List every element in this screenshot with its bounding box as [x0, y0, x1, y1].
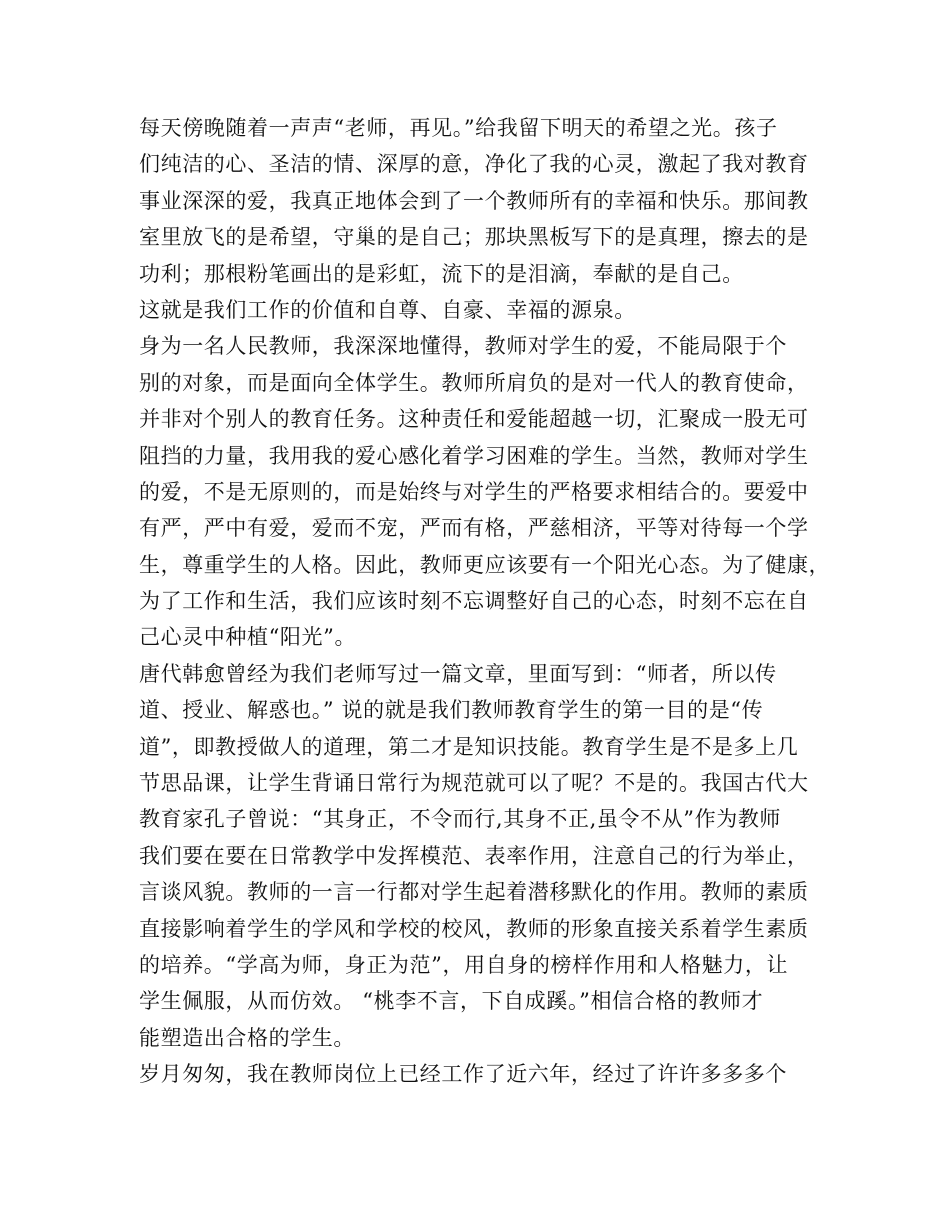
text-line: 们纯洁的心、圣洁的情、深厚的意，净化了我的心灵，激起了我对教育 [139, 152, 809, 177]
text-line: 生，尊重学生的人格。因此，教师更应该要有一个阳光心态。为了健康， [139, 552, 831, 577]
text-line: 阻挡的力量，我用我的爱心感化着学习困难的学生。当然，教师对学生 [139, 443, 809, 468]
text-line: 室里放飞的是希望，守巢的是自己；那块黑板写下的是真理，擦去的是 [139, 225, 809, 250]
text-line: 道”，即教授做人的道理，第二才是知识技能。教育学生是不是多上几 [139, 734, 799, 759]
text-line: 功利；那根粉笔画出的是彩虹，流下的是泪滴，奉献的是自己。 [139, 261, 744, 286]
text-line: 节思品课，让学生背诵日常行为规范就可以了呢？不是的。我国古代大 [139, 771, 809, 796]
text-line: 身为一名人民教师，我深深地懂得，教师对学生的爱，不能局限于个 [139, 334, 787, 359]
text-line: 教育家孔子曾说：“其身正，不令而行,其身不正,虽令不从”作为教师 [139, 807, 782, 832]
text-line: 直接影响着学生的学风和学校的校风，教师的形象直接关系着学生素质 [139, 916, 809, 941]
text-line: 我们要在要在日常教学中发挥模范、表率作用，注意自己的行为举止， [139, 843, 809, 868]
text-line: 的培养。“学高为师，身正为范”，用自身的榜样作用和人格魅力，让 [139, 952, 789, 977]
text-line: 这就是我们工作的价值和自尊、自豪、幸福的源泉。 [139, 297, 636, 322]
text-line: 学生佩服，从而仿效。 “桃李不言，下自成蹊。”相信合格的教师才 [139, 989, 764, 1014]
text-line: 言谈风貌。教师的一言一行都对学生起着潜移默化的作用。教师的素质 [139, 880, 809, 905]
text-line: 别的对象，而是面向全体学生。教师所肩负的是对一代人的教育使命， [139, 370, 809, 395]
text-line: 的爱，不是无原则的，而是始终与对学生的严格要求相结合的。要爱中 [139, 479, 809, 504]
text-line: 唐代韩愈曾经为我们老师写过一篇文章，里面写到：“师者，所以传 [139, 661, 777, 686]
text-line: 为了工作和生活，我们应该时刻不忘调整好自己的心态，时刻不忘在自 [139, 589, 809, 614]
text-line: 己心灵中种植“阳光”。 [139, 625, 357, 650]
text-line: 有严，严中有爱，爱而不宠，严而有格，严慈相济，平等对待每一个学 [139, 516, 809, 541]
text-line: 岁月匆匆，我在教师岗位上已经工作了近六年，经过了许许多多多个 [139, 1062, 787, 1087]
text-line: 每天傍晚随着一声声“老师，再见。”给我留下明天的希望之光。孩子 [139, 116, 778, 140]
body-text [139, 110, 839, 1093]
text-line: 道、授业、解惑也。” 说的就是我们教师教育学生的第一目的是“传 [139, 698, 764, 723]
text-line: 能塑造出合格的学生。 [139, 1025, 355, 1050]
text-line: 并非对个别人的教育任务。这种责任和爱能超越一切，汇聚成一股无可 [139, 407, 809, 432]
text-line: 事业深深的爱，我真正地体会到了一个教师所有的幸福和快乐。那间教 [139, 188, 809, 213]
